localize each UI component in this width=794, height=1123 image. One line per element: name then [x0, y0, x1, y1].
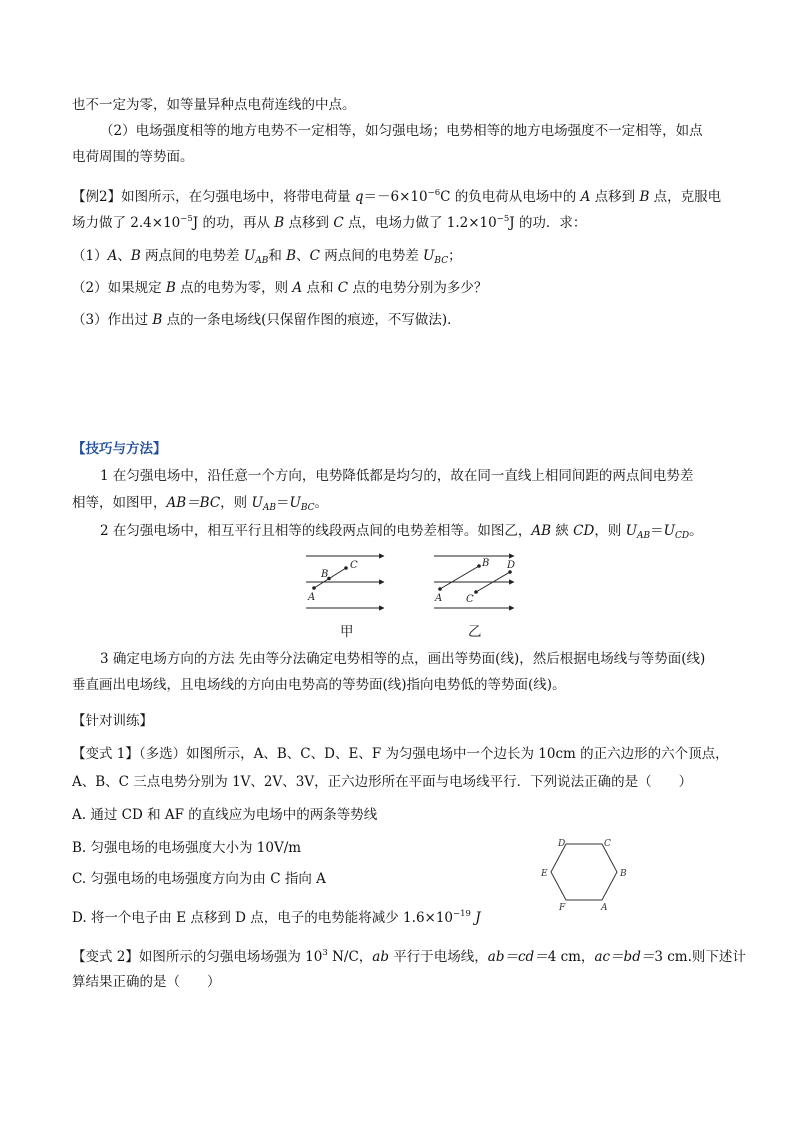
variant-1-option-c: C. 匀强电场的电场强度方向为由 C 指向 A [72, 871, 326, 887]
variant-1-option-d: D. 将一个电子由 E 点移到 D 点，电子的电势能将减少 $1.6\times 10^{-19}$ J [72, 909, 481, 926]
example-2-line-2: 场力做了 $2.4\times 10^{-5}J$ 的功，再从 B 点移到 C 点，电场力做了 $1.2\times 10^{-5}J$ 的功．求： [72, 214, 587, 231]
point-a [312, 586, 316, 590]
training-heading: 【针对训练】 [72, 713, 153, 729]
example-2-question-3: （3）作出过 B 点的一条电场线(只保留作图的痕迹，不写做法)． [72, 312, 461, 328]
figure-jia [300, 548, 390, 613]
figure-jia-caption: 甲 [340, 624, 354, 640]
tip-3-line-1: 3 确定电场方向的方法 先由等分法确定电势相等的点，画出等势面(线)，然后根据电场线与等势面(线) [100, 651, 706, 667]
variant-1-option-b: B. 匀强电场的电场强度大小为 10V/m [72, 840, 302, 856]
variant-2-line-2: 算结果正确的是（ ） [72, 974, 221, 990]
label-e: E [541, 869, 548, 879]
tip-3-line-2: 垂直画出电场线，且电场线的方向由电势高的等势面(线)指向电势低的等势面(线)。 [72, 677, 566, 693]
example-2-line-1: 【例2】如图所示，在匀强电场中，将带电荷量 $q=-6\times 10^{-6}C$ 的负电荷从电场中的 A 点移到 B 点，克服电 [72, 188, 722, 205]
example-2-question-1: （1）A、B 两点间的电势差 $U_{AB}$和 B、C 两点间的电势差 $U_{BC}$； [72, 248, 462, 266]
label-c: C [350, 560, 358, 571]
variant-1-line-1: 【变式 1】（多选）如图所示，A、B、C、D、E、F 为匀强电场中一个边长为 10cm 的正六边形的六个顶点， [72, 746, 729, 762]
figure-yi [428, 548, 520, 613]
tip-2-line: 2 在匀强电场中，相互平行且相等的线段两点间的电势差相等。如图乙，AB 綊 CD，则 $U_{AB}=U_{CD}$。 [100, 523, 703, 541]
paragraph-continuation: 也不一定为零，如等量异种点电荷连线的中点。 [72, 97, 356, 113]
label-b: B [620, 869, 627, 879]
label-a: A [435, 593, 443, 604]
label-a: A [601, 903, 608, 913]
label-d: D [558, 839, 566, 849]
field-lines [306, 556, 384, 608]
hexagon [551, 844, 617, 900]
segment-ab [440, 566, 479, 589]
hexagon-figure [538, 832, 630, 914]
variant-1-line-2: A、B、C 三点电势分别为 1V、2V、3V，正六边形所在平面与电场线平行．下列说法正确的是（ ） [72, 774, 693, 790]
label-f: F [559, 903, 566, 913]
variant-2-line-1: 【变式 2】如图所示的匀强电场场强为 $10^3$ N/C，ab 平行于电场线，ab＝cd＝4 cm，ac＝bd＝3 cm.则下述计 [72, 948, 746, 965]
point-2-line-1: （2）电场强度相等的地方电势不一定相等，如匀强电场；电势相等的地方电场强度不一定相等，如点 [100, 123, 703, 139]
tips-heading: 【技巧与方法】 [72, 441, 167, 457]
label-d: D [507, 560, 516, 571]
example-2-question-2: （2）如果规定 B 点的电势为零，则 A 点和 C 点的电势分别为多少？ [72, 280, 488, 296]
field-lines [434, 556, 514, 608]
point-c [474, 590, 478, 594]
label-c: C [604, 839, 611, 849]
tip-1-line-1: 1 在匀强电场中，沿任意一个方向，电势降低都是均匀的，故在同一直线上相同间距的两点间电势差 [100, 468, 694, 484]
point-2-line-2: 电荷周围的等势面。 [72, 149, 194, 165]
point-b [477, 564, 481, 568]
label-b: B [321, 569, 329, 580]
label-a: A [308, 592, 316, 603]
variant-1-option-a: A. 通过 CD 和 AF 的直线应为电场中的两条等势线 [72, 807, 378, 823]
label-c: C [466, 594, 474, 605]
point-a [438, 587, 442, 591]
tip-1-line-2: 相等，如图甲，AB＝BC，则 $U_{AB}=U_{BC}$。 [72, 495, 329, 513]
label-b: B [482, 558, 490, 569]
point-c [344, 566, 348, 570]
figure-yi-caption: 乙 [468, 624, 482, 640]
